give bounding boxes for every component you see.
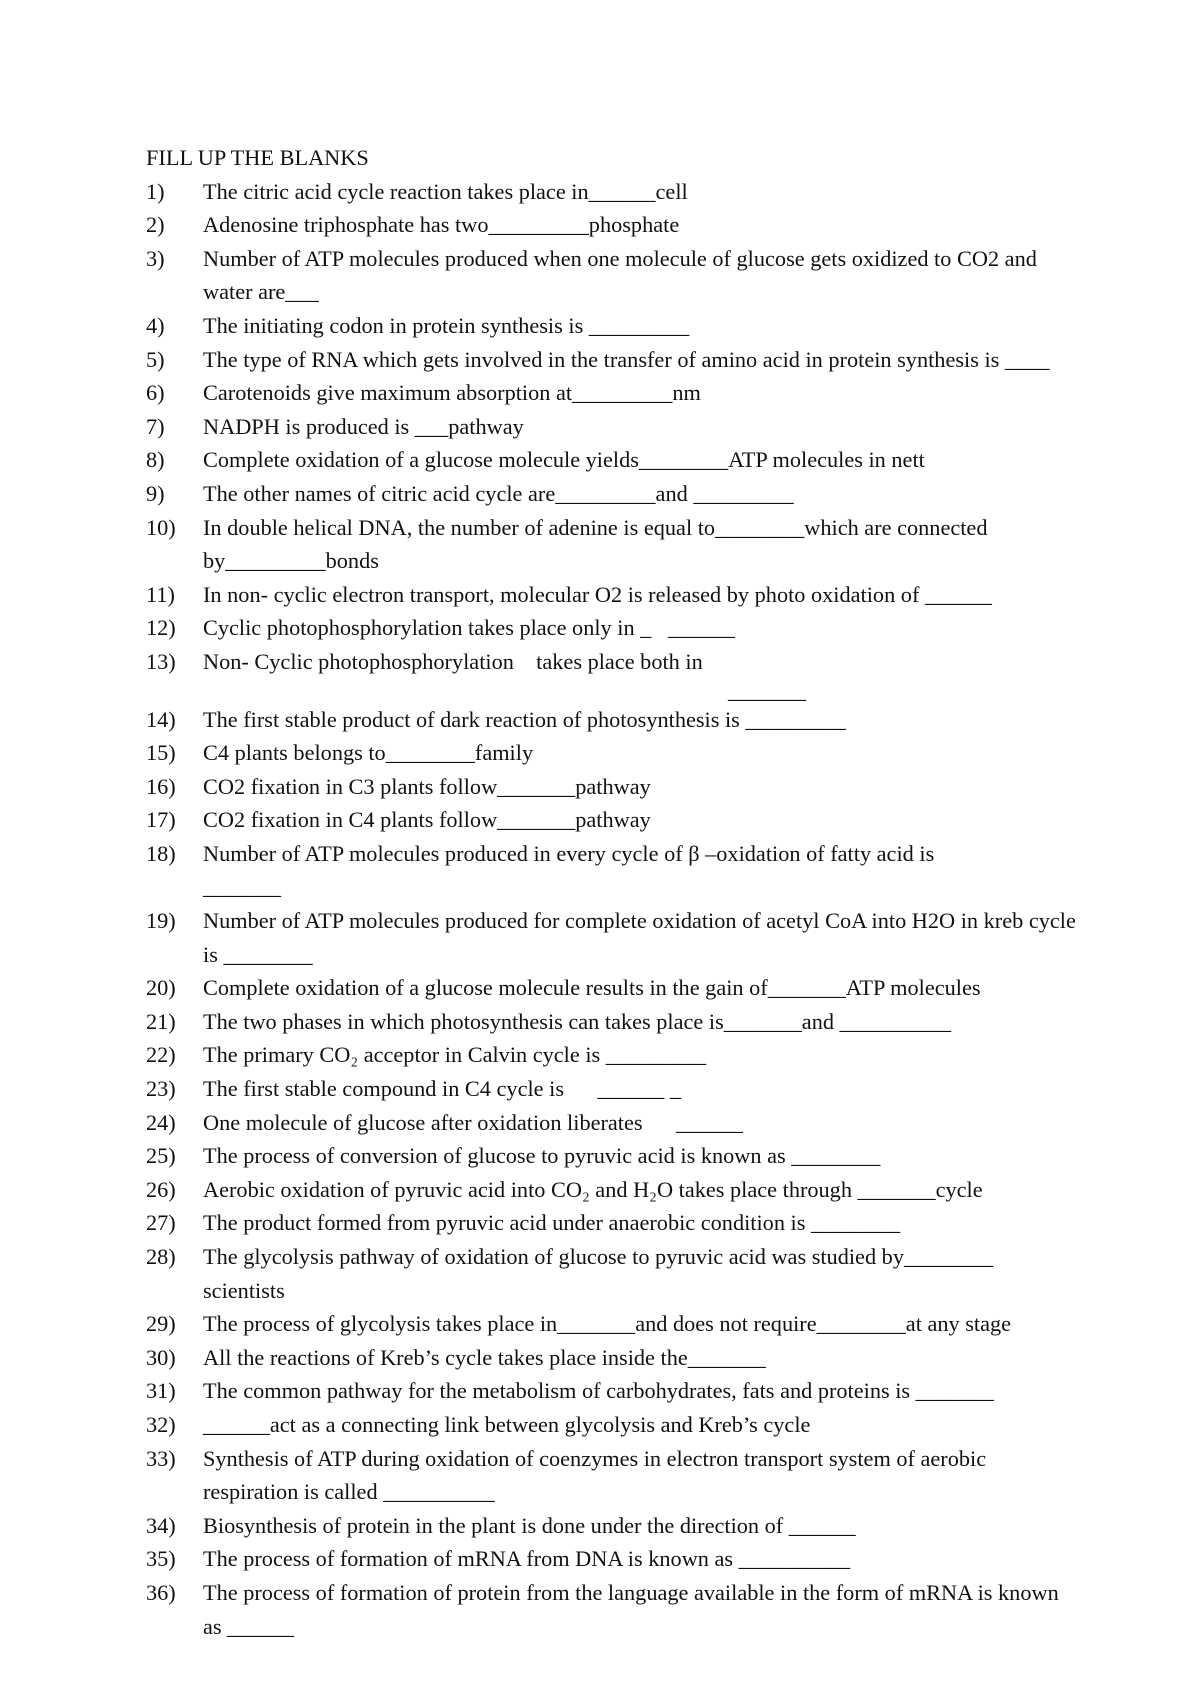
question-text: The process of formation of mRNA from DNA is known as __________ (203, 1546, 851, 1572)
question-text: In non- cyclic electron transport, molecular O2 is released by photo oxidation of ______ (203, 581, 992, 607)
question-item (146, 242, 1076, 309)
question-number: 24) (146, 1109, 176, 1135)
question-number: 10) (146, 514, 176, 540)
question-text: In double helical DNA, the number of adenine is equal to________which are connected by_________bonds (203, 514, 994, 574)
question-number: 26) (146, 1176, 176, 1202)
question-number: 35) (146, 1546, 176, 1572)
question-item (146, 477, 1076, 511)
question-item (146, 904, 1082, 971)
question-number: 3) (146, 245, 165, 271)
question-text: One molecule of glucose after oxidation liberates ______ (203, 1109, 743, 1135)
worksheet-title: FILL UP THE BLANKS (146, 145, 369, 170)
answer-blank: _______ (728, 677, 807, 703)
question-number: 23) (146, 1076, 176, 1102)
question-text: Carotenoids give maximum absorption at_________nm (203, 380, 701, 406)
question-text: Number of ATP molecules produced when one molecule of glucose gets oxidized to CO2 and water are___ (203, 245, 1043, 305)
question-item (146, 736, 1076, 770)
question-item (146, 309, 1076, 343)
question-number: 2) (146, 212, 165, 238)
question-item (146, 1307, 1076, 1341)
question-item (146, 443, 1076, 477)
question-item (146, 1576, 1076, 1643)
question-number: 20) (146, 975, 176, 1001)
question-item (146, 1542, 1076, 1576)
question-number: 22) (146, 1042, 176, 1068)
question-text: The two phases in which photosynthesis can takes place is_______and __________ (203, 1008, 952, 1034)
question-item (146, 1005, 1076, 1039)
question-item (146, 870, 1076, 904)
question-text: NADPH is produced is ___pathway (203, 413, 524, 439)
question-text: The first stable product of dark reaction of photosynthesis is _________ (203, 706, 846, 732)
question-item (146, 1442, 1076, 1509)
question-text: Non- Cyclic photophosphorylation takes place both in (203, 648, 703, 674)
question-item (146, 1106, 1076, 1140)
question-text: The initiating codon in protein synthesis is _________ (203, 312, 690, 338)
question-text: Aerobic oxidation of pyruvic acid into CO₂ and H₂O takes place through _______cycle (203, 1176, 983, 1202)
question-item (146, 1374, 1076, 1408)
question-item (146, 1072, 1076, 1106)
question-number: 27) (146, 1210, 176, 1236)
question-item (146, 803, 1076, 837)
question-number: 29) (146, 1311, 176, 1337)
question-text: Number of ATP molecules produced in every cycle of β –oxidation of fatty acid is (203, 840, 935, 866)
question-item (146, 1240, 1076, 1307)
question-number: 18) (146, 840, 176, 866)
question-number: 33) (146, 1445, 176, 1471)
question-text: All the reactions of Kreb’s cycle takes place inside the_______ (203, 1344, 766, 1370)
question-text: ______act as a connecting link between glycolysis and Kreb’s cycle (203, 1411, 811, 1437)
answer-blank: _______ (203, 874, 282, 900)
question-text: Adenosine triphosphate has two_________phosphate (203, 212, 680, 238)
question-number: 9) (146, 480, 165, 506)
question-number: 1) (146, 178, 165, 204)
worksheet-page (146, 141, 1082, 1643)
question-number: 17) (146, 807, 176, 833)
question-item (146, 1509, 1076, 1543)
question-number: 5) (146, 346, 165, 372)
question-number: 28) (146, 1244, 176, 1269)
question-item (146, 1173, 1076, 1207)
question-text: Cyclic photophosphorylation takes place only in _ ______ (203, 615, 735, 641)
question-text: Synthesis of ATP during oxidation of coenzymes in electron transport system of aerobic respiration is called __________ (203, 1445, 992, 1505)
question-number: 7) (146, 413, 165, 439)
question-item (146, 376, 1076, 410)
question-number: 13) (146, 648, 176, 674)
question-text: Biosynthesis of protein in the plant is done under the direction of ______ (203, 1512, 856, 1538)
question-item (146, 1139, 1076, 1173)
question-item (146, 837, 1076, 871)
question-text: Complete oxidation of a glucose molecule yields________ATP molecules in nett (203, 447, 925, 473)
question-item (146, 1341, 1076, 1375)
question-number: 32) (146, 1411, 176, 1437)
question-number: 11) (146, 581, 175, 607)
question-number: 25) (146, 1143, 176, 1169)
question-text: The glycolysis pathway of oxidation of glucose to pyruvic acid was studied by________ scientists (203, 1244, 999, 1303)
question-number: 16) (146, 773, 176, 799)
question-item (146, 175, 1076, 209)
question-number: 8) (146, 447, 165, 473)
question-number: 6) (146, 380, 165, 406)
question-item (146, 208, 1076, 242)
question-item (146, 1206, 1076, 1240)
question-text: The process of formation of protein from the language available in the form of mRNA is known as ______ (203, 1579, 1065, 1639)
question-text: CO2 fixation in C4 plants follow_______pathway (203, 807, 651, 833)
question-text: The process of glycolysis takes place in_______and does not require________at any stage (203, 1311, 1012, 1337)
question-number: 14) (146, 706, 176, 732)
question-item (146, 343, 1076, 377)
question-text: CO2 fixation in C3 plants follow_______pathway (203, 773, 651, 799)
question-text: The product formed from pyruvic acid under anaerobic condition is ________ (203, 1210, 901, 1236)
question-item (146, 770, 1076, 804)
question-item (146, 578, 1076, 612)
question-number: 31) (146, 1378, 176, 1404)
question-item (146, 645, 1076, 679)
question-number: 34) (146, 1512, 176, 1538)
question-number: 12) (146, 615, 176, 641)
question-text: C4 plants belongs to________family (203, 740, 534, 766)
question-text: Complete oxidation of a glucose molecule results in the gain of_______ATP molecules (203, 975, 981, 1001)
question-item (146, 511, 1076, 578)
question-number: 21) (146, 1008, 176, 1034)
question-item (146, 1408, 1076, 1442)
question-number: 30) (146, 1344, 176, 1370)
question-item (146, 971, 1076, 1005)
question-text: The first stable compound in C4 cycle is ______ _ (203, 1076, 682, 1102)
question-text: The common pathway for the metabolism of carbohydrates, fats and proteins is _______ (203, 1378, 994, 1404)
question-number: 19) (146, 908, 176, 934)
question-number: 36) (146, 1579, 176, 1605)
question-text: The other names of citric acid cycle are_________and _________ (203, 480, 794, 506)
question-text: The citric acid cycle reaction takes place in______cell (203, 178, 688, 204)
question-item (146, 703, 1076, 737)
question-text: Number of ATP molecules produced for complete oxidation of acetyl CoA into H2O in kreb cycle is ________ (203, 908, 1082, 967)
question-text: The type of RNA which gets involved in the transfer of amino acid in protein synthesis is ____ (203, 346, 1050, 372)
question-item (146, 1038, 1076, 1072)
question-item (146, 410, 1076, 444)
question-number: 15) (146, 740, 176, 766)
question-number: 4) (146, 312, 165, 338)
question-item (146, 611, 1076, 645)
question-text: The process of conversion of glucose to pyruvic acid is known as ________ (203, 1143, 881, 1169)
question-text: The primary CO₂ acceptor in Calvin cycle is _________ (203, 1042, 707, 1068)
